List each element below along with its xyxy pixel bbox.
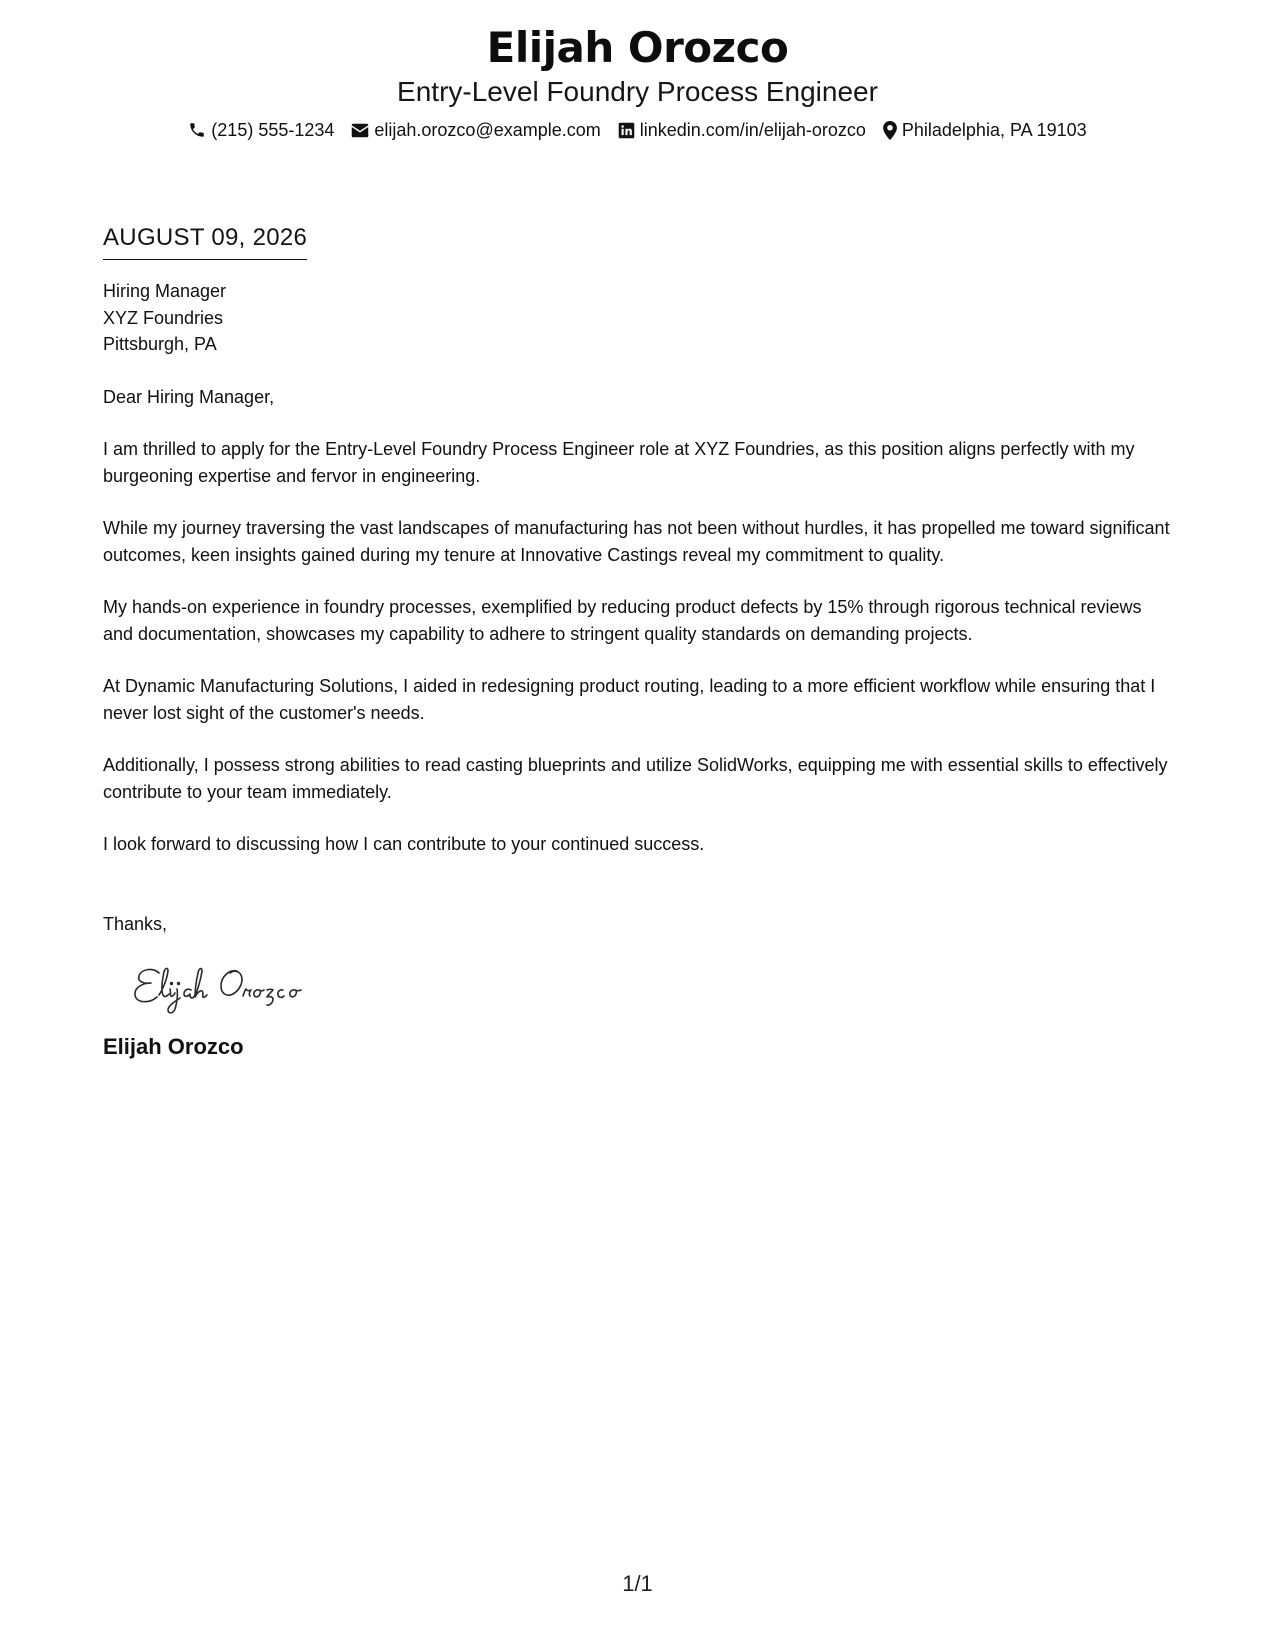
map-pin-icon [883,121,897,140]
closing: Thanks, [103,913,168,934]
signer-name: Elijah Orozco [103,1034,244,1059]
letter-date: AUGUST 09, 2026 [103,222,307,260]
letter-body [103,222,1173,1061]
applicant-job-title: Entry-Level Foundry Process Engineer [397,76,878,107]
contact-info-row [0,118,1275,142]
contact-email [351,118,600,142]
body-paragraph: Additionally, I possess strong abilities to read casting blueprints and utilize SolidWorks, equipping me with essential skills to effectively contribute to your team immediately. [103,755,1168,802]
body-paragraph: I am thrilled to apply for the Entry-Level Foundry Process Engineer role at XYZ Foundries, as this position aligns perfectly with my burgeoning expertise and fervor in engineering. [103,439,1135,486]
phone-number: (215) 555-1234 [211,120,335,140]
page-number: 1/1 [622,1571,653,1596]
email-link[interactable]: elijah.orozco@example.com [374,120,601,140]
linkedin-link[interactable]: linkedin.com/in/elijah-orozco [639,120,866,140]
recipient-line: Pittsburgh, PA [103,334,217,354]
recipient-line: Hiring Manager [103,281,227,301]
handwritten-signature [129,959,339,1015]
contact-phone [188,118,334,142]
linkedin-icon [618,122,635,139]
envelope-icon [351,123,369,138]
body-paragraph: My hands-on experience in foundry processes, exemplified by reducing product defects by 15% through rigorous technical reviews and documentation, showcases my capability to adhere to stringent quality standards on demanding projects. [103,597,1142,644]
salutation: Dear Hiring Manager, [103,386,275,407]
letter-header [0,20,1275,142]
body-paragraph: At Dynamic Manufacturing Solutions, I aided in redesigning product routing, leading to a more efficient workflow while ensuring that I never lost sight of the customer's needs. [103,676,1156,723]
location-text: Philadelphia, PA 19103 [901,120,1087,140]
contact-linkedin [618,118,866,142]
body-paragraph: While my journey traversing the vast landscapes of manufacturing has not been without hurdles, it has propelled me toward significant outcomes, keen insights gained during my tenure at Innovative Castings reveal my commitment to quality. [103,518,1170,565]
body-paragraph: I look forward to discussing how I can contribute to your continued success. [103,834,705,854]
recipient-block [103,278,1173,358]
recipient-line: XYZ Foundries [103,307,224,328]
phone-icon [188,121,206,139]
applicant-name: Elijah Orozco [486,23,789,72]
contact-location [883,118,1087,142]
